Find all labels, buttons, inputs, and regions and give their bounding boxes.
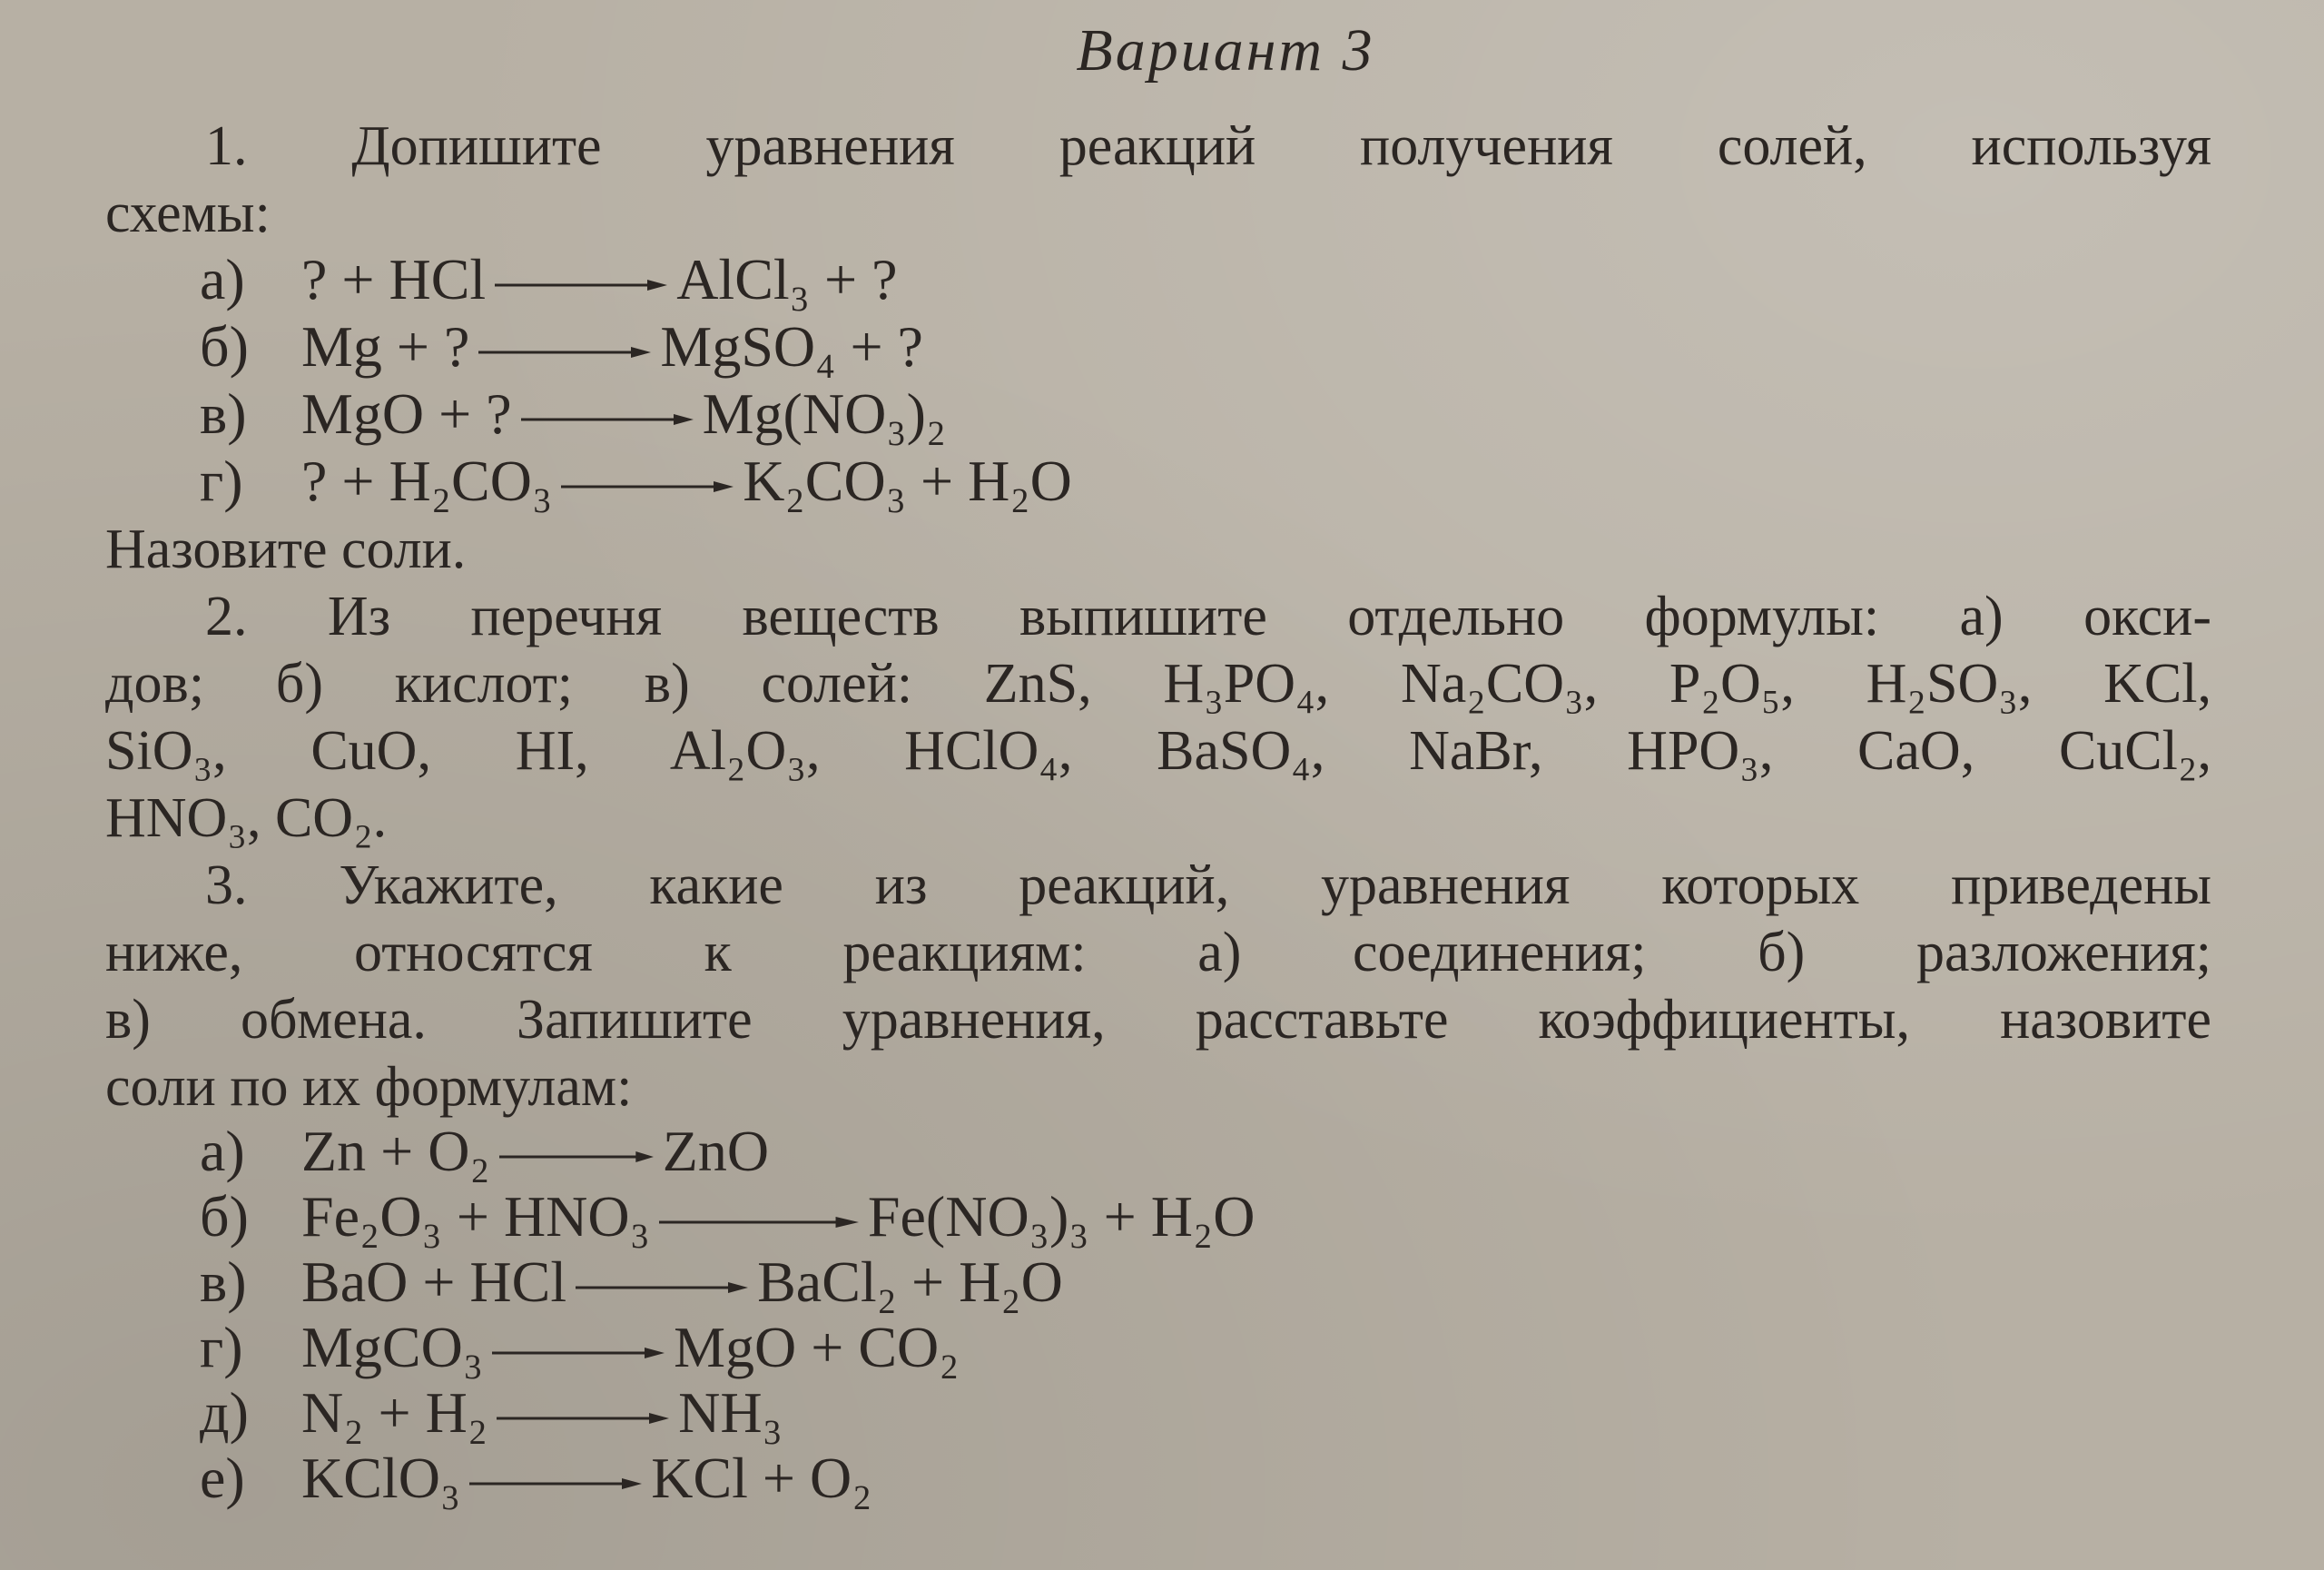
reaction-arrow-icon: [497, 1413, 669, 1424]
equation-right: Fe(NO₃)₃ + H₂O: [867, 1184, 1256, 1249]
reaction-arrow-icon: [469, 1478, 642, 1489]
equation-left: Zn + O₂: [301, 1119, 490, 1183]
reaction-arrow-icon: [499, 1151, 654, 1162]
equation-right: Mg(NO₃)₂: [702, 381, 947, 446]
equation-left: MgCO₃: [301, 1315, 484, 1379]
equation-label: е): [200, 1446, 245, 1510]
reaction-arrow-icon: [478, 347, 651, 358]
reaction-arrow-icon: [495, 280, 667, 291]
task3-text-line-3: в) обмена. Запишите уравнения, расставьте коэффициенты, назовите: [105, 989, 2211, 1051]
task3-equation-f: [200, 1446, 872, 1511]
equation-label: а): [200, 247, 245, 311]
task2-text-line-2: дов; б) кислот; в) солей: ZnS, H₃PO₄, Na₂CO₃, P₂O₅, H₂SO₃, KCl,: [105, 653, 2211, 715]
reaction-arrow-icon: [576, 1282, 748, 1293]
reaction-arrow-icon: [561, 481, 734, 492]
equation-right: BaCl₂ + H₂O: [757, 1249, 1063, 1314]
equation-label: г): [200, 1315, 243, 1379]
equation-right: MgO + CO₂: [674, 1315, 960, 1379]
equation-label: б): [200, 314, 249, 379]
task1-text-line-2: схемы:: [105, 183, 271, 244]
equation-label: а): [200, 1119, 245, 1183]
equation-label: д): [200, 1380, 249, 1445]
task1-equation-d: [200, 449, 1072, 514]
equation-label: в): [200, 1249, 247, 1314]
equation-right: ZnO: [662, 1119, 770, 1183]
equation-left: KClO₃: [301, 1446, 461, 1510]
reaction-arrow-icon: [521, 414, 694, 425]
equation-right: KCl + O₂: [651, 1446, 872, 1510]
equation-left: Fe₂O₃ + HNO₃: [301, 1184, 650, 1249]
task3-equation-b: [200, 1184, 1255, 1249]
equation-label: в): [200, 381, 247, 446]
task1-equation-c: [200, 381, 946, 447]
task1-text-line-1: 1. Допишите уравнения реакций получения солей, используя: [205, 115, 2211, 177]
reaction-arrow-icon: [492, 1348, 665, 1358]
equation-left: N₂ + H₂: [301, 1380, 488, 1445]
task2-text-line-3: SiO₃, CuO, HI, Al₂O₃, HClO₄, BaSO₄, NaBr, HPO₃, CaO, CuCl₂,: [105, 720, 2211, 782]
task3-equation-d: [200, 1315, 960, 1380]
equation-right: NH₃: [678, 1380, 783, 1445]
task1-equation-b: [200, 314, 923, 380]
equation-left: ? + H₂CO₃: [301, 449, 553, 513]
task3-text-line-4: соли по их формулам:: [105, 1056, 633, 1118]
task1-equation-a: [200, 247, 897, 312]
reaction-arrow-icon: [659, 1217, 859, 1228]
equation-left: ? + HCl: [301, 247, 487, 311]
equation-right: MgSO₄ + ?: [660, 314, 923, 379]
task1-closing: Назовите соли.: [105, 518, 467, 580]
variant-title: Вариант 3: [1076, 17, 1375, 84]
task2-text-line-1: 2. Из перечня веществ выпишите отдельно формулы: а) окси-: [205, 586, 2211, 647]
equation-label: г): [200, 449, 243, 513]
task3-equation-a: [200, 1119, 769, 1184]
equation-left: Mg + ?: [301, 314, 470, 379]
equation-left: MgO + ?: [301, 381, 512, 446]
equation-right: AlCl₃ + ?: [676, 247, 898, 311]
task3-equation-e: [200, 1380, 783, 1446]
task2-text-line-4: HNO₃, CO₂.: [105, 787, 388, 849]
equation-left: BaO + HCl: [301, 1249, 567, 1314]
task3-text-line-2: ниже, относятся к реакциям: а) соединения; б) разложения;: [105, 922, 2211, 983]
equation-right: K₂CO₃ + H₂O: [743, 449, 1072, 513]
equation-label: б): [200, 1184, 249, 1249]
task3-equation-c: [200, 1249, 1063, 1315]
task3-text-line-1: 3. Укажите, какие из реакций, уравнения которых приведены: [205, 854, 2211, 916]
